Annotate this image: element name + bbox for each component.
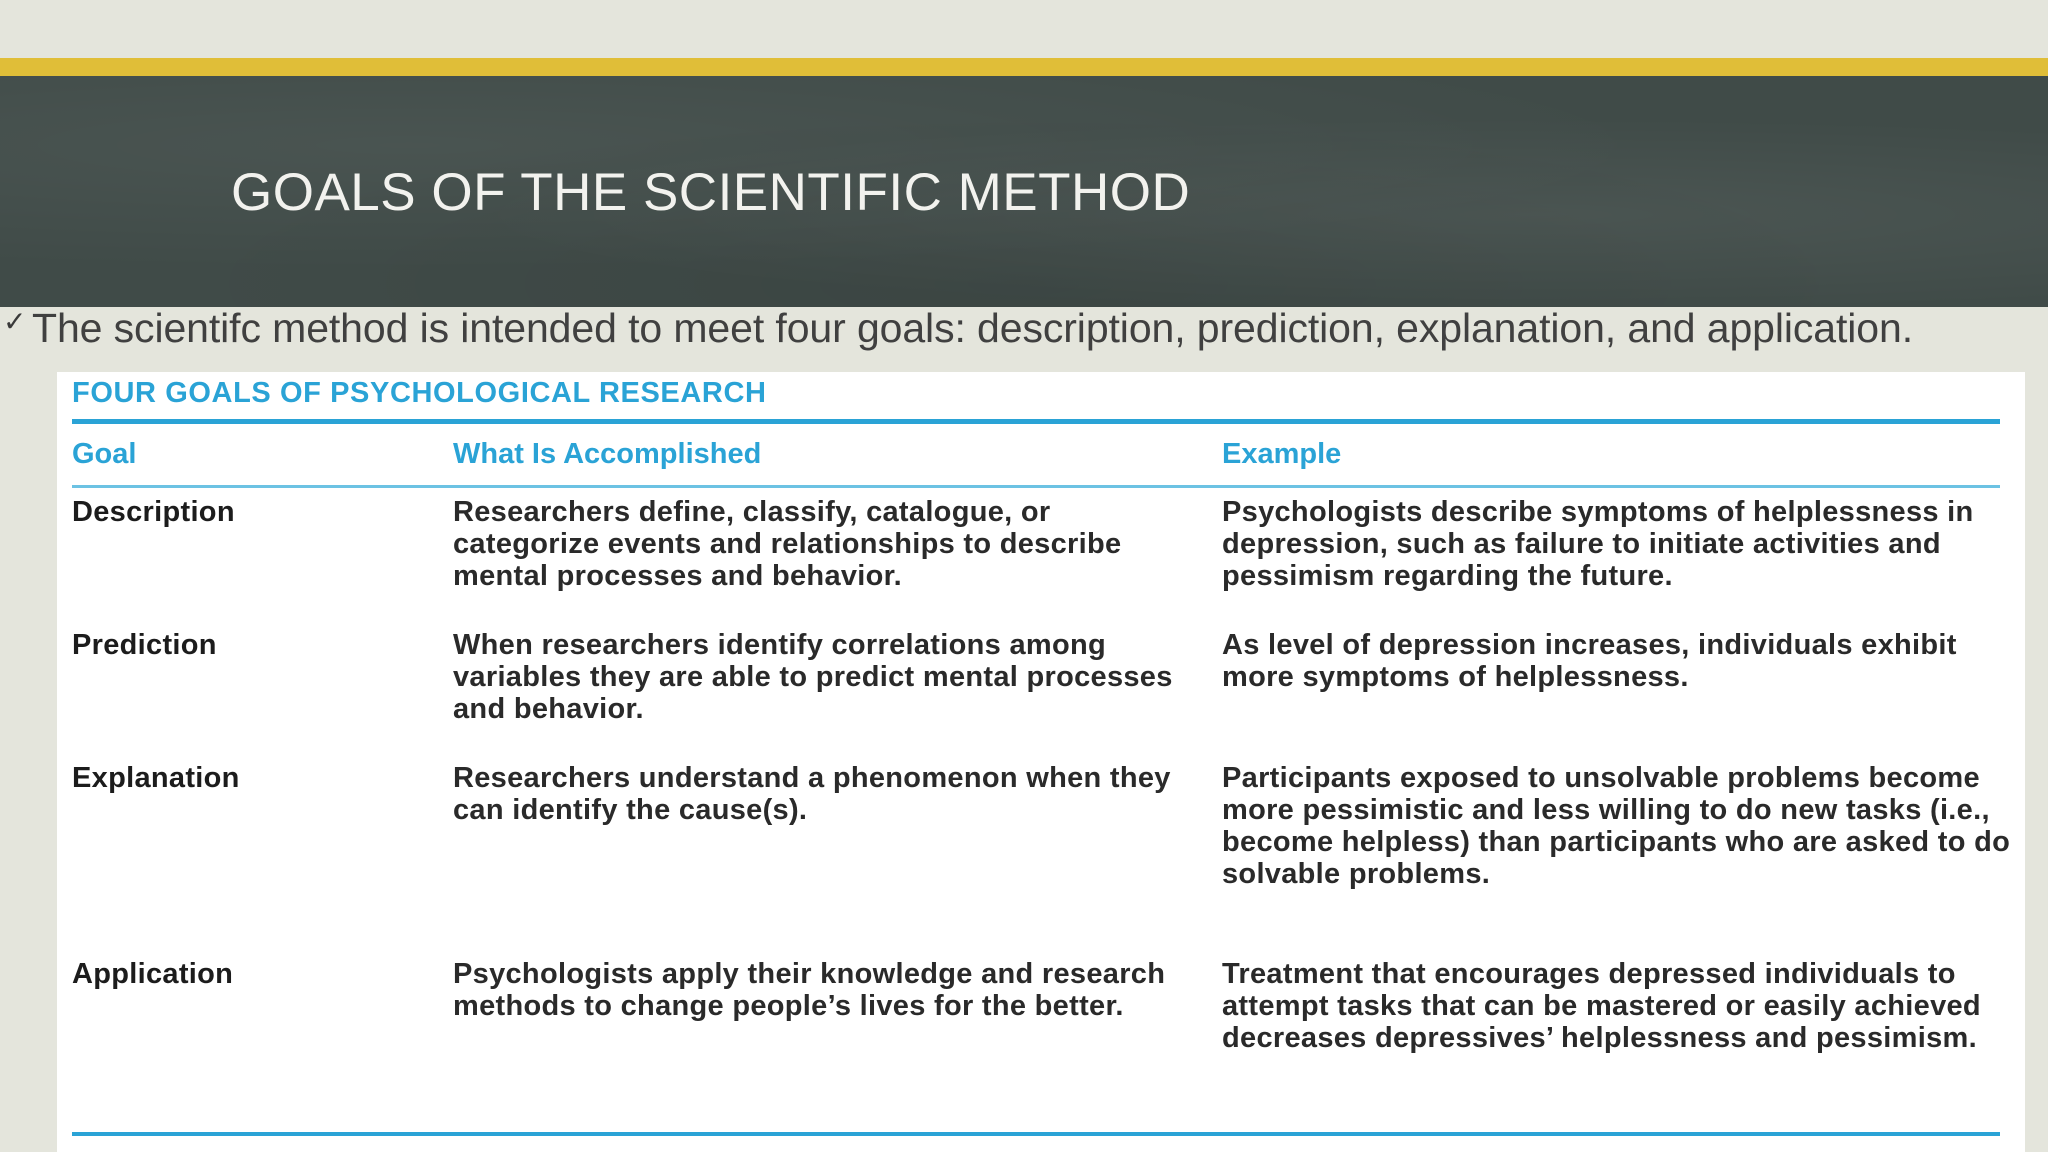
- header-example: Example: [1222, 438, 1342, 470]
- check-icon: ✓: [3, 305, 27, 338]
- row-prediction-example: As level of depression increases, individuals exhibit more symptoms of helplessness.: [1222, 629, 1957, 693]
- header-accomplished: What Is Accomplished: [453, 438, 762, 470]
- row-description-accomplished: Researchers define, classify, catalogue, or categorize events and relationships to describe mental processes and behavior.: [453, 496, 1122, 592]
- gold-accent-bar: [0, 58, 2048, 76]
- slide-title: GOALS OF THE SCIENTIFIC METHOD: [231, 163, 1191, 222]
- table-title: FOUR GOALS OF PSYCHOLOGICAL RESEARCH: [72, 377, 767, 409]
- row-prediction-goal: Prediction: [72, 629, 217, 661]
- row-application-goal: Application: [72, 958, 234, 990]
- header-goal: Goal: [72, 438, 137, 470]
- bullet-text: The scientifc method is intended to meet four goals: description, prediction, explanation, and application.: [32, 305, 1913, 351]
- row-application-accomplished: Psychologists apply their knowledge and research methods to change people’s lives for the better.: [453, 958, 1166, 1022]
- row-explanation-goal: Explanation: [72, 762, 240, 794]
- header-rule: [72, 485, 2000, 488]
- table-bottom-rule: [72, 1132, 2000, 1136]
- row-application-example: Treatment that encourages depressed individuals to attempt tasks that can be mastered or easily achieved decreases depressives’ helplessness and pessimism.: [1222, 958, 1981, 1054]
- row-explanation-example: Participants exposed to unsolvable problems become more pessimistic and less willing to do new tasks (i.e., become helpless) than participants who are asked to do solvable problems.: [1222, 762, 2011, 890]
- goals-table: [57, 372, 2025, 1152]
- row-explanation-accomplished: Researchers understand a phenomenon when they can identify the cause(s).: [453, 762, 1171, 826]
- table-top-rule: [72, 419, 2000, 424]
- bullet-point: [0, 302, 2048, 354]
- row-description-example: Psychologists describe symptoms of helplessness in depression, such as failure to initiate activities and pessimism regarding the future.: [1222, 496, 1974, 592]
- row-prediction-accomplished: When researchers identify correlations among variables they are able to predict mental processes and behavior.: [453, 629, 1173, 725]
- row-description-goal: Description: [72, 496, 235, 528]
